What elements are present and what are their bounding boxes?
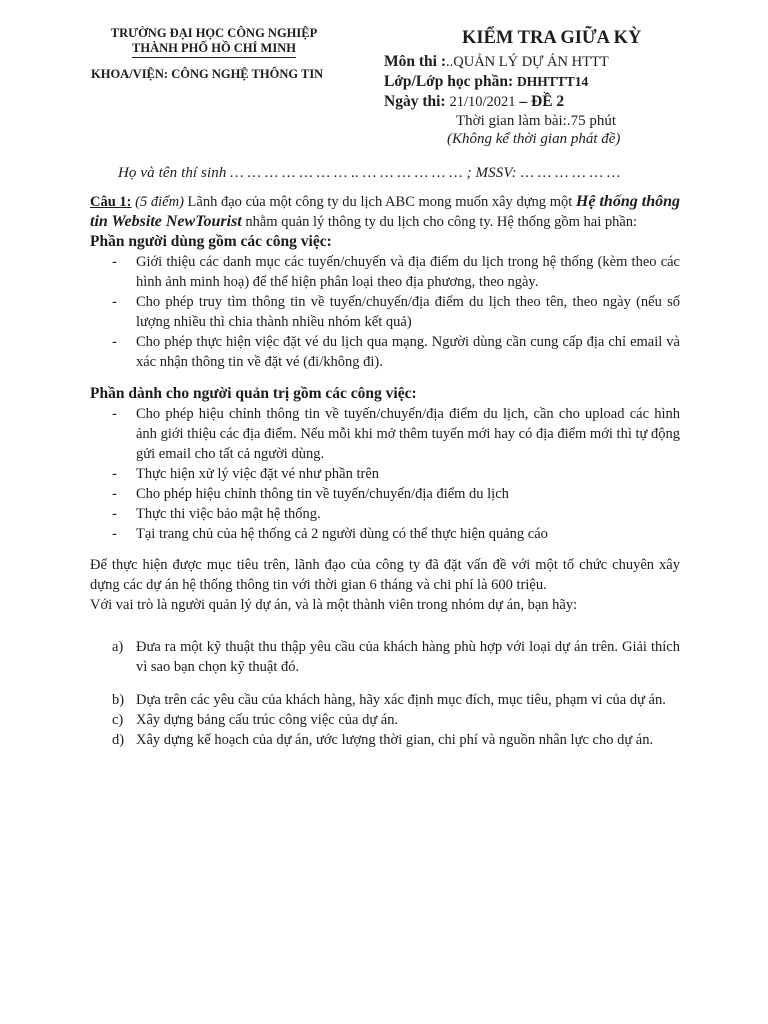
- list-item: - Cho phép hiệu chỉnh thông tin về tuyến/chuyến/địa điểm du lịch: [90, 484, 680, 504]
- class-label: Lớp/Lớp học phần:: [384, 73, 518, 90]
- list-item: - Tại trang chủ của hệ thống cả 2 người dùng có thể thực hiện quảng cáo: [90, 524, 680, 544]
- task-item: [90, 730, 680, 750]
- task-text: Xây dựng kế hoạch của dự án, ước lượng thời gian, chi phí và nguồn nhân lực cho dự án.: [136, 732, 654, 748]
- admin-section-list: [90, 404, 680, 544]
- user-section-list: [90, 252, 680, 372]
- question-points: (5 điểm): [131, 194, 184, 210]
- student-info-line: Họ và tên thí sinh … … … … … … … .. … … … … … … ; MSSV: … … … … … …: [118, 165, 621, 181]
- task-text: Dựa trên các yêu cầu của khách hàng, hãy xác định mục đích, mục tiêu, phạm vi của dự án.: [136, 692, 666, 708]
- subject-row: [384, 52, 609, 72]
- question-intro-text-end: nhằm quản lý thông ty du lịch cho công ty. Hệ thống gồm hai phần:: [241, 214, 638, 230]
- class-row: [384, 72, 609, 92]
- task-text: Xây dựng bảng cấu trúc công việc của dự án.: [136, 712, 399, 728]
- context-paragraph: Để thực hiện được mục tiêu trên, lãnh đạo của công ty đã đặt vấn đề với một tổ chức chuyên xây dựng các dự án hệ thống thông tin với thời gian 6 tháng và chi phí là 600 triệu.: [90, 557, 680, 593]
- school-name-line1: TRƯỜNG ĐẠI HỌC CÔNG NGHIỆP: [110, 26, 318, 40]
- exam-duration-note: (Không kể thời gian phát đề): [447, 131, 621, 147]
- user-section-heading: Phần người dùng gồm các công việc:: [90, 233, 332, 250]
- school-name-line2: THÀNH PHỐ HỒ CHÍ MINH: [132, 41, 296, 58]
- list-item: - Thực hiện xử lý việc đặt vé như phần trên: [90, 464, 680, 484]
- faculty-name: KHOA/VIỆN: CÔNG NGHỆ THÔNG TIN: [91, 67, 324, 81]
- question-intro-text: Lãnh đạo của một công ty du lịch ABC mong muốn xây dựng một: [183, 194, 576, 210]
- date-label: Ngày thi:: [384, 93, 450, 110]
- task-marker: b): [112, 692, 125, 708]
- exam-body: [90, 192, 680, 750]
- exam-info: [384, 52, 609, 112]
- task-item: [90, 690, 680, 710]
- subject-value: ..QUẢN LÝ DỰ ÁN HTTT: [446, 54, 609, 70]
- list-item: - Giới thiệu các danh mục các tuyến/chuyến và địa điểm du lịch trong hệ thống (kèm theo các hình ảnh minh hoạ) để thể hiện phân loại theo địa phương, theo ngày.: [90, 252, 680, 292]
- system-name: Hệ thống thông tin Website NewTourist: [90, 193, 680, 230]
- school-name: [94, 26, 334, 58]
- exam-duration: Thời gian làm bài:.75 phút: [456, 113, 616, 129]
- date-row: [384, 92, 609, 112]
- task-marker: c): [112, 712, 124, 728]
- list-item: - Cho phép thực hiện việc đặt vé du lịch qua mạng. Người dùng cần cung cấp địa chỉ email và xác nhận thông tin về đặt vé (đi/không đi).: [90, 332, 680, 372]
- question-intro: [90, 192, 680, 232]
- role-paragraph: Với vai trò là người quản lý dự án, và là một thành viên trong nhóm dự án, bạn hãy:: [90, 597, 578, 613]
- admin-section-heading: Phần dành cho người quản trị gồm các công việc:: [90, 385, 417, 402]
- task-marker: a): [112, 639, 124, 655]
- list-item: - Thực thi việc bảo mật hệ thống.: [90, 504, 680, 524]
- task-marker: d): [112, 732, 125, 748]
- exam-version: – ĐỀ 2: [515, 93, 565, 110]
- exam-title: KIỂM TRA GIỮA KỲ: [462, 28, 642, 48]
- date-value: 21/10/2021: [449, 94, 516, 110]
- task-text: Đưa ra một kỹ thuật thu thập yêu cầu của khách hàng phù hợp với loại dự án trên. Giải thích vì sao bạn chọn kỹ thuật đó.: [136, 639, 680, 675]
- task-list: [90, 637, 680, 750]
- question-number: Câu 1:: [90, 194, 132, 210]
- class-value: DHHTTT14: [517, 74, 589, 89]
- subject-label: Môn thi :: [384, 53, 446, 70]
- task-item: [90, 710, 680, 730]
- task-item: [90, 637, 680, 677]
- list-item: - Cho phép truy tìm thông tin về tuyến/chuyến/địa điểm du lịch theo tên, theo ngày (nếu số lượng nhiều thì chia thành nhiều nhóm kết quả): [90, 292, 680, 332]
- list-item: - Cho phép hiệu chỉnh thông tin về tuyến/chuyến/địa điểm du lịch, cần cho upload các hình ảnh giới thiệu các địa điểm. Nếu mỗi khi mở thêm tuyến mới hay có địa điểm mới thì tự động gửi email cho tất cả người dùng.: [90, 404, 680, 464]
